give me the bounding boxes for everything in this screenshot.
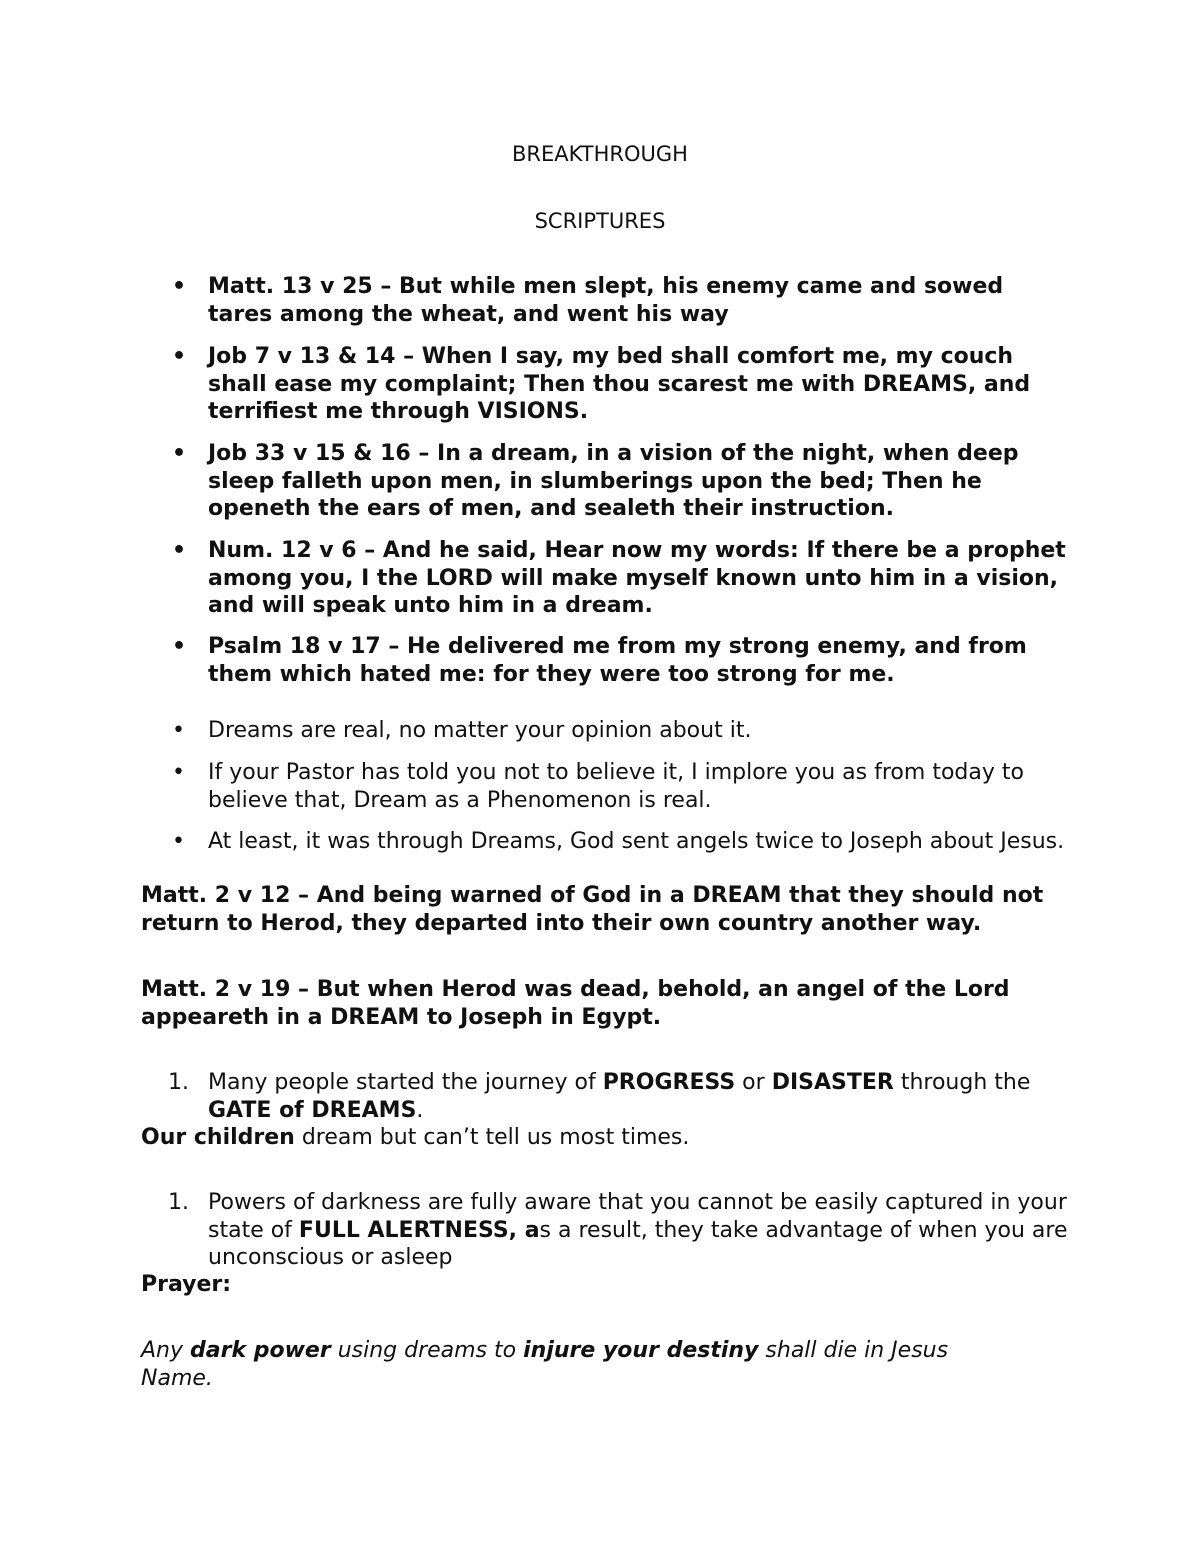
scripture-item (172, 537, 1068, 620)
prayer-emphasis: injure your destiny (523, 1338, 759, 1363)
prayer-part: shall die in Jesus Name. (141, 1338, 949, 1391)
emphasis-text: GATE of DREAMS (208, 1097, 417, 1123)
prayer-part: Any (141, 1338, 191, 1363)
line-text: dream but can’t tell us most times. (294, 1125, 690, 1150)
point-text: s a result, they take advantage of when you are unconscious or asleep (208, 1217, 1068, 1270)
scripture-item (172, 273, 1068, 328)
scripture-paragraph: Matt. 2 v 12 – And being warned of God in a DREAM that they should not return to Herod, they departed into their own country another way. (141, 883, 1044, 936)
prayer-emphasis: dark power (190, 1338, 331, 1363)
bullet-icon: • (172, 634, 187, 659)
scripture-item (172, 440, 1068, 523)
scripture-item (172, 633, 1068, 688)
bullet-icon: • (172, 718, 185, 743)
emphasis-text: Our children (141, 1125, 295, 1150)
numbered-point (168, 1069, 1068, 1124)
scripture-text: Matt. 13 v 25 – But while men slept, his enemy came and sowed tares among the wheat, and went his way (208, 274, 1004, 327)
children-line (141, 1124, 1081, 1152)
prayer-label: Prayer: (141, 1272, 232, 1297)
bullet-icon: • (172, 538, 187, 563)
bullet-icon: • (172, 829, 185, 854)
bullet-icon: • (172, 274, 187, 299)
note-text: At least, it was through Dreams, God sent angels twice to Joseph about Jesus. (208, 829, 1065, 854)
prayer-text (141, 1337, 1021, 1392)
scripture-text: Job 7 v 13 & 14 – When I say, my bed shall comfort me, my couch shall ease my complaint; Then thou scarest me with DREAMS, and terrifiest me through VISIONS. (208, 344, 1031, 424)
point-text: through the (893, 1070, 1031, 1095)
emphasis-text: DISASTER (771, 1070, 894, 1095)
scripture-text: Psalm 18 v 17 – He delivered me from my strong enemy, and from them which hated me: for they were too strong for me. (208, 634, 1027, 687)
note-item (172, 759, 1068, 814)
bullet-icon: • (172, 344, 187, 369)
point-text: Many people started the journey of (208, 1070, 603, 1095)
emphasis-text: PROGRESS (602, 1070, 736, 1095)
section-heading: SCRIPTURES (534, 209, 666, 233)
scripture-text: Job 33 v 15 & 16 – In a dream, in a vision of the night, when deep sleep falleth upon men, in slumberings upon the bed; Then he openeth the ears of men, and sealeth their instruction. (208, 441, 1019, 521)
prayer-part: using dreams to (330, 1338, 524, 1363)
scripture-text: Num. 12 v 6 – And he said, Hear now my words: If there be a prophet among you, I the LORD will make myself known unto him in a vision, and will speak unto him in a dream. (208, 538, 1066, 618)
point-text: Powers of darkness are fully aware that you cannot be easily captured in your state of (208, 1190, 1067, 1243)
bullet-icon: • (172, 760, 185, 785)
note-text: Dreams are real, no matter your opinion about it. (208, 718, 752, 743)
point-text: . (416, 1097, 424, 1123)
numbered-point (168, 1189, 1068, 1272)
scripture-item (172, 343, 1068, 426)
point-text: or (735, 1070, 772, 1095)
list-number: 1. (168, 1070, 189, 1095)
emphasis-text: FULL ALERTNESS, a (298, 1217, 540, 1243)
scripture-paragraph: Matt. 2 v 19 – But when Herod was dead, behold, an angel of the Lord appeareth in a DREAM to Joseph in Egypt. (141, 977, 1010, 1030)
note-item (172, 717, 1068, 745)
bullet-icon: • (172, 441, 187, 466)
document-title: BREAKTHROUGH (512, 142, 688, 166)
note-item (172, 828, 1068, 856)
note-text: If your Pastor has told you not to believe it, I implore you as from today to believe that, Dream as a Phenomenon is real. (208, 760, 1024, 813)
list-number: 1. (168, 1190, 189, 1215)
